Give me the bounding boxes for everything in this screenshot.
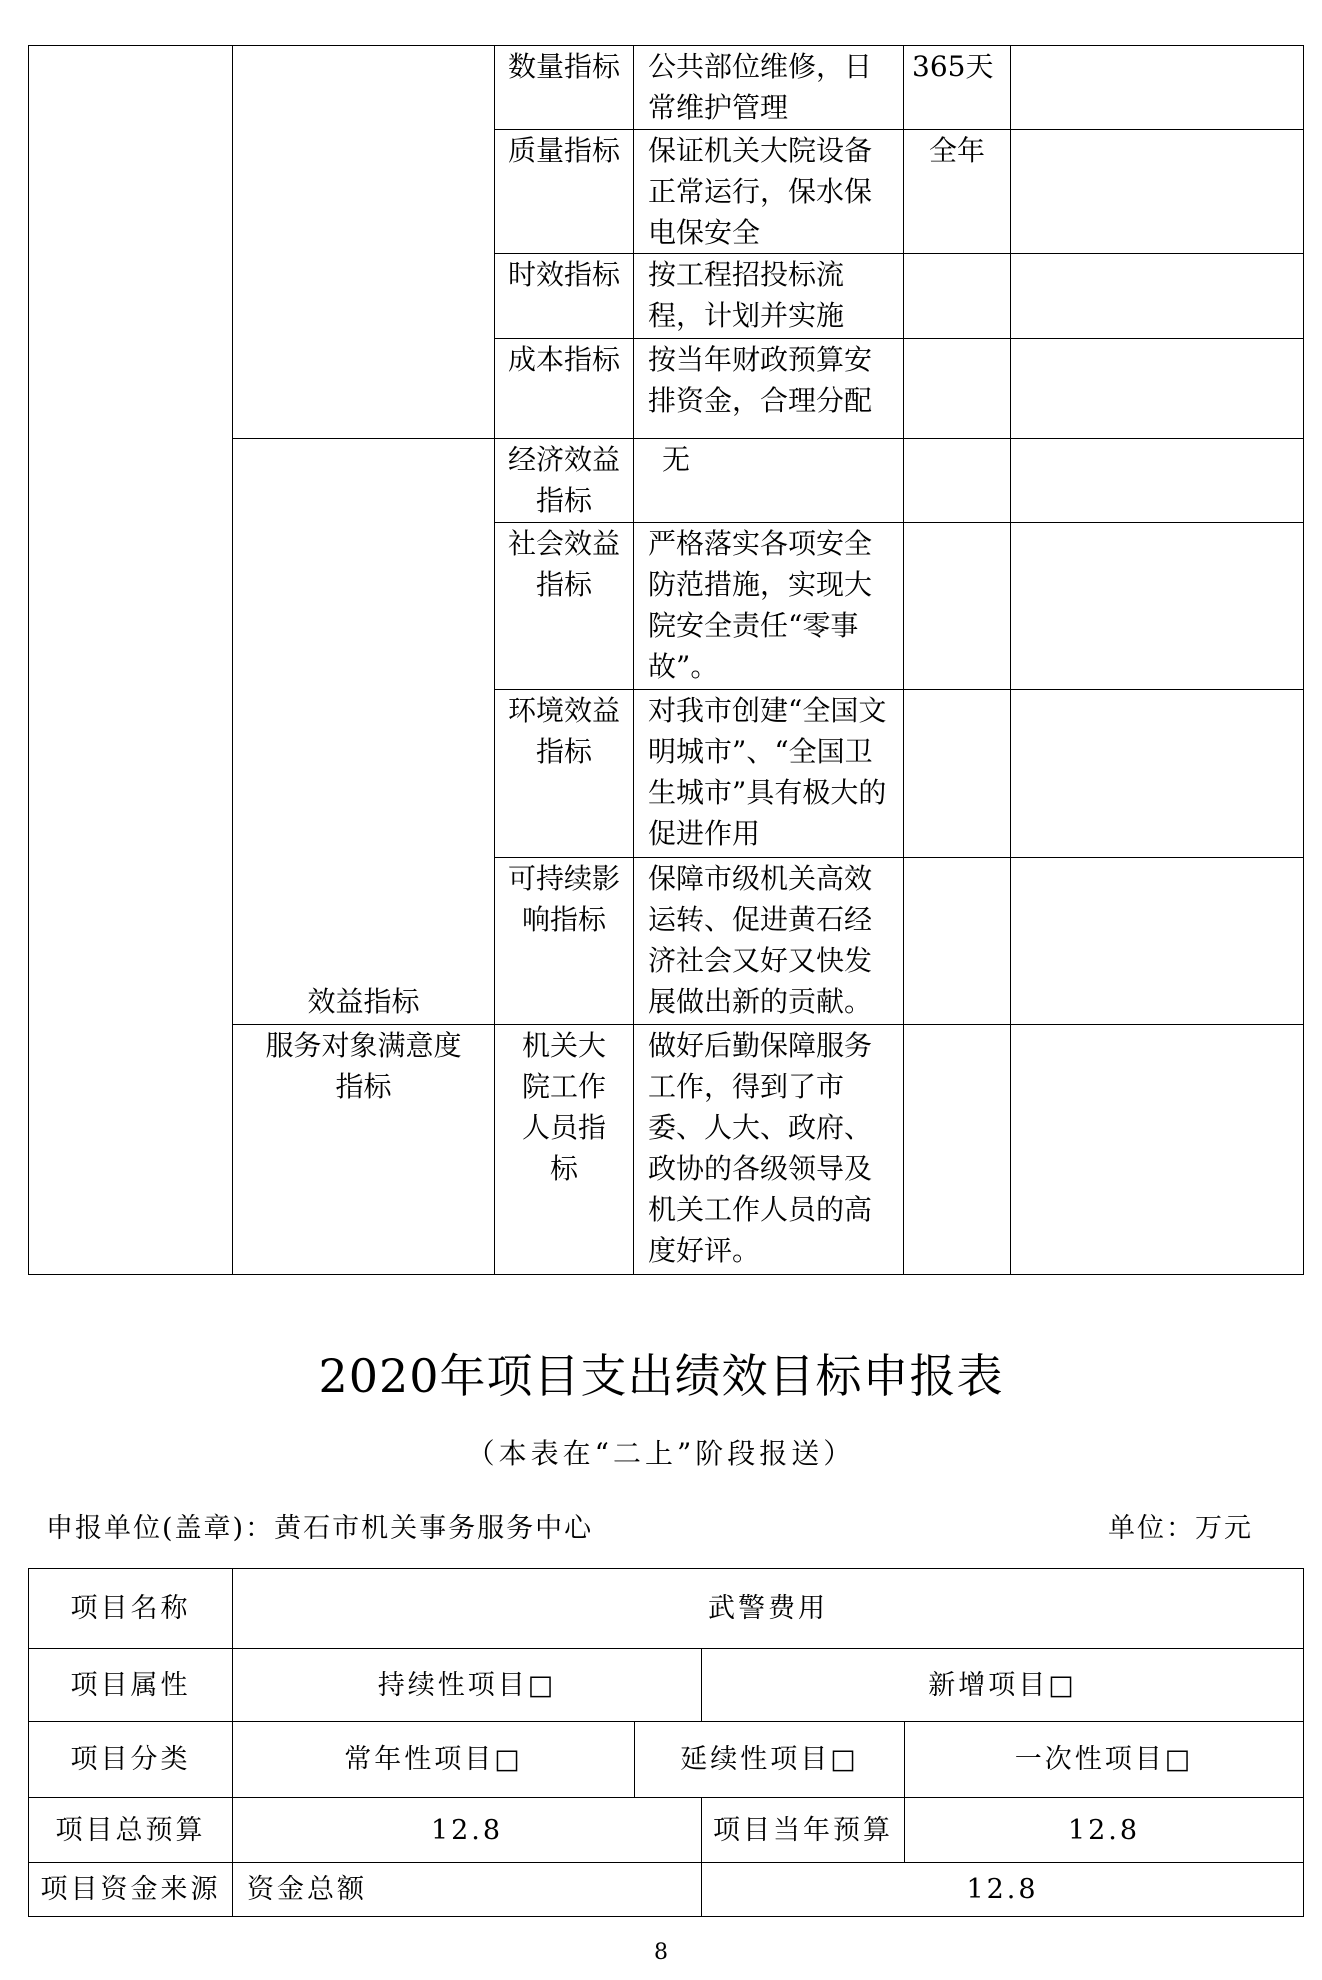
indicator-content: 无 [634, 439, 904, 523]
indicator-note [1011, 46, 1304, 130]
project-name-label: 项目名称 [29, 1569, 233, 1649]
cat-extended-checkbox[interactable]: 延续性项目□ [635, 1722, 905, 1798]
indicator-note [1011, 523, 1304, 690]
indicator-value: 365天 [904, 46, 1011, 130]
project-form-table [28, 1568, 1304, 1917]
indicator-name: 经济效益指标 [495, 439, 634, 523]
indicator-name: 可持续影响指标 [495, 858, 634, 1025]
currency-unit: 单位：万元 [1108, 1513, 1253, 1544]
indicator-note [1011, 858, 1304, 1025]
indicator-note [1011, 1025, 1304, 1275]
fund-source-label: 项目资金来源 [29, 1863, 233, 1917]
reporting-unit: 申报单位(盖章)：黄石市机关事务服务中心 [46, 1513, 594, 1544]
indicator-content: 公共部位维修，日常维护管理 [634, 46, 904, 130]
indicator-content: 严格落实各项安全防范措施，实现大院安全责任“零事故”。 [634, 523, 904, 690]
indicator-name: 质量指标 [495, 130, 634, 254]
indicator-note [1011, 254, 1304, 339]
indicator-content: 按工程招投标流程，计划并实施 [634, 254, 904, 339]
year-budget-label: 项目当年预算 [702, 1798, 905, 1863]
attr-new-checkbox[interactable]: 新增项目□ [702, 1649, 1304, 1722]
total-budget-value: 12.8 [233, 1798, 702, 1863]
indicator-value [904, 858, 1011, 1025]
cat-onetime-checkbox[interactable]: 一次性项目□ [905, 1722, 1304, 1798]
indicator-note [1011, 690, 1304, 858]
indicator-name: 数量指标 [495, 46, 634, 130]
form-subtitle: （本表在“二上”阶段报送） [466, 1437, 856, 1470]
indicator-value [904, 439, 1011, 523]
indicator-content: 按当年财政预算安排资金，合理分配 [634, 339, 904, 439]
indicator-content: 对我市创建“全国文明城市”、“全国卫生城市”具有极大的促进作用 [634, 690, 904, 858]
project-category-label: 项目分类 [29, 1722, 233, 1798]
project-attr-label: 项目属性 [29, 1649, 233, 1722]
benefit-indicator-label: 效益指标 [233, 439, 495, 1025]
performance-indicator-table [28, 45, 1304, 1275]
indicator-content: 做好后勤保障服务工作，得到了市委、人大、政府、政协的各级领导及机关工作人员的高度好评。 [634, 1025, 904, 1275]
indicator-note [1011, 439, 1304, 523]
indicator-name: 时效指标 [495, 254, 634, 339]
total-budget-label: 项目总预算 [29, 1798, 233, 1863]
indicator-note [1011, 339, 1304, 439]
cat-regular-checkbox[interactable]: 常年性项目□ [233, 1722, 635, 1798]
indicator-name: 环境效益指标 [495, 690, 634, 858]
indicator-name: 成本指标 [495, 339, 634, 439]
indicator-content: 保证机关大院设备正常运行，保水保电保安全 [634, 130, 904, 254]
indicator-note [1011, 130, 1304, 254]
indicator-value: 全年 [904, 130, 1011, 254]
indicator-value [904, 339, 1011, 439]
fund-total-label: 资金总额 [233, 1863, 702, 1917]
fund-total-value: 12.8 [702, 1863, 1304, 1917]
year-budget-value: 12.8 [905, 1798, 1304, 1863]
indicator-value [904, 690, 1011, 858]
indicator-value [904, 254, 1011, 339]
project-name-value: 武警费用 [233, 1569, 1304, 1649]
page-number: 8 [654, 1940, 668, 1965]
output-indicator-cell [233, 46, 495, 439]
indicator-content: 保障市级机关高效运转、促进黄石经济社会又好又快发展做出新的贡献。 [634, 858, 904, 1025]
form-title: 2020年项目支出绩效目标申报表 [318, 1349, 1004, 1403]
level1-cell [29, 46, 233, 1275]
indicator-value [904, 523, 1011, 690]
satisfaction-indicator-label: 服务对象满意度指标 [233, 1025, 495, 1275]
indicator-name: 机关大院工作人员指标 [495, 1025, 634, 1275]
indicator-name: 社会效益指标 [495, 523, 634, 690]
attr-continuing-checkbox[interactable]: 持续性项目□ [233, 1649, 702, 1722]
indicator-value [904, 1025, 1011, 1275]
